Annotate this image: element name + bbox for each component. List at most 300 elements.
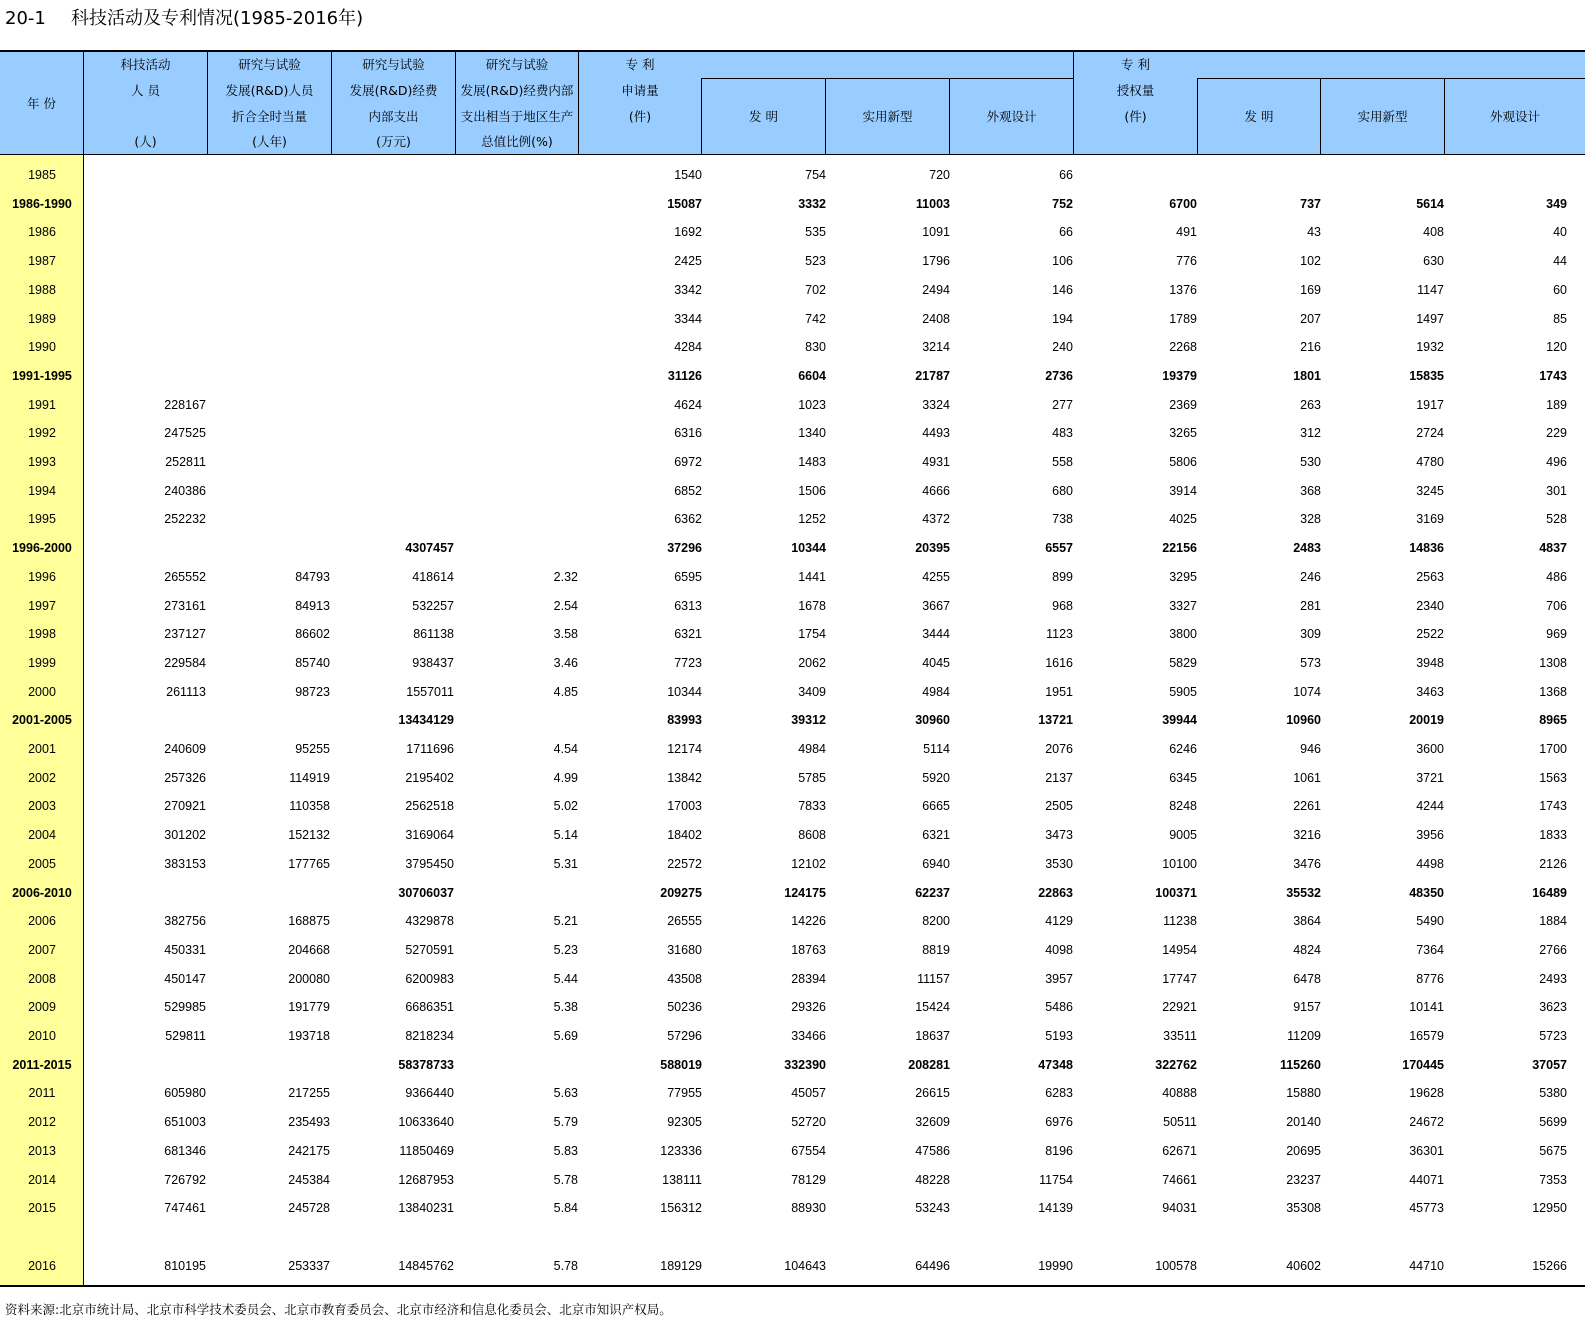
- cell-rd-staff: [208, 184, 330, 213]
- cell-grant-invention: 23237: [1286, 1172, 1321, 1187]
- cell-grant-invention: 530: [1300, 455, 1321, 469]
- cell-year: 2014: [28, 1172, 56, 1187]
- cell-grant-utility: 4244: [1416, 799, 1444, 814]
- cell-grant-design: 5699: [1539, 1115, 1567, 1130]
- table-row: [0, 614, 1585, 643]
- cell-staff: 240609: [164, 742, 206, 756]
- cell-app-design: 194: [1052, 311, 1073, 326]
- table-row: [0, 528, 1585, 557]
- cell-rd-expenditure: [332, 385, 454, 414]
- cell-app-design: 6976: [1045, 1115, 1073, 1130]
- cell-staff: [84, 212, 206, 241]
- cell-rd-expenditure: 3795450: [405, 856, 454, 871]
- cell-app-utility: 208281: [908, 1057, 950, 1072]
- cell-staff: 383153: [164, 856, 206, 871]
- header-grant-utility: 实用新型: [1357, 109, 1408, 124]
- cell-patent-grants: 776: [1176, 254, 1197, 269]
- cell-staff: 247525: [164, 426, 206, 441]
- cell-patent-grants: 3265: [1169, 426, 1197, 441]
- cell-grant-design: 60: [1553, 282, 1567, 297]
- cell-rd-expenditure: 861138: [413, 627, 454, 642]
- table-row: [0, 1246, 1585, 1275]
- cell-grant-design: 8965: [1539, 713, 1567, 728]
- cell-rd-ratio: 2.32: [553, 569, 578, 584]
- cell-app-design: 47348: [1038, 1057, 1073, 1072]
- cell-app-invention: 742: [805, 311, 826, 326]
- header-year: 年 份: [27, 96, 56, 111]
- cell-grant-utility: [1322, 155, 1444, 184]
- cell-app-utility: 64496: [915, 1258, 950, 1273]
- cell-app-utility: 1091: [922, 225, 950, 240]
- table-row: [0, 844, 1585, 873]
- cell-patent-grants: 491: [1176, 225, 1197, 240]
- cell-app-utility: 4931: [922, 455, 950, 469]
- cell-rd-ratio: 5.44: [553, 971, 578, 986]
- table-row: [0, 1160, 1585, 1189]
- cell-grant-utility: 3245: [1416, 483, 1444, 498]
- cell-rd-ratio: [456, 155, 578, 184]
- cell-patent-grants: 22156: [1162, 541, 1197, 556]
- cell-staff: 265552: [164, 569, 206, 584]
- cell-rd-ratio: 4.85: [553, 684, 578, 699]
- cell-rd-staff: [208, 413, 330, 442]
- cell-app-utility: 720: [929, 168, 950, 182]
- cell-grant-utility: 630: [1423, 254, 1444, 269]
- table-row: [0, 643, 1585, 672]
- cell-app-invention: 2062: [798, 655, 826, 670]
- cell-staff: 450147: [164, 971, 206, 986]
- cell-app-invention: 1441: [798, 569, 826, 584]
- cell-rd-staff: 152132: [288, 828, 330, 843]
- cell-staff: [84, 241, 206, 270]
- cell-grant-design: 496: [1546, 455, 1567, 469]
- cell-year: 1992: [28, 426, 56, 441]
- cell-patent-grants: 322762: [1155, 1057, 1197, 1072]
- cell-rd-ratio: [456, 241, 578, 270]
- cell-rd-ratio: [456, 356, 578, 385]
- cell-grant-design: 44: [1553, 254, 1567, 269]
- cell-staff: [84, 1045, 206, 1074]
- cell-app-design: 558: [1052, 455, 1073, 469]
- cell-app-design: 3957: [1045, 971, 1073, 986]
- cell-grant-design: 1308: [1539, 655, 1567, 670]
- cell-patent-applications: 37296: [667, 541, 702, 556]
- cell-patent-grants: 19379: [1162, 368, 1197, 383]
- cell-app-design: 4098: [1045, 942, 1073, 957]
- cell-app-design: 2736: [1045, 368, 1073, 383]
- cell-grant-invention: 2483: [1293, 541, 1321, 556]
- cell-app-design: 738: [1052, 512, 1073, 527]
- cell-rd-expenditure: [332, 241, 454, 270]
- cell-staff: [84, 873, 206, 902]
- cell-app-invention: 1506: [798, 483, 826, 498]
- cell-patent-grants: 62671: [1162, 1143, 1197, 1158]
- table-row: [0, 729, 1585, 758]
- cell-staff: [84, 184, 206, 213]
- cell-grant-design: 969: [1546, 627, 1567, 642]
- cell-rd-staff: 168875: [288, 914, 330, 929]
- cell-rd-expenditure: 938437: [412, 655, 454, 670]
- header-app-invention: 发 明: [749, 109, 778, 124]
- cell-year: 1991-1995: [12, 368, 72, 383]
- cell-year: 1998: [28, 627, 56, 642]
- cell-grant-utility: 44071: [1409, 1172, 1444, 1187]
- cell-year: 1986-1990: [12, 196, 72, 211]
- cell-rd-ratio: 4.54: [553, 742, 578, 756]
- cell-year: 2002: [28, 770, 56, 785]
- cell-rd-expenditure: [332, 442, 454, 471]
- table-row: [0, 959, 1585, 988]
- table-row: [0, 672, 1585, 701]
- cell-patent-grants: 22921: [1162, 1000, 1197, 1015]
- cell-staff: 382756: [164, 914, 206, 929]
- cell-grant-invention: 1061: [1293, 770, 1321, 785]
- cell-grant-invention: 2261: [1293, 799, 1321, 814]
- cell-grant-design: 706: [1546, 598, 1567, 613]
- cell-grant-utility: 10141: [1409, 1000, 1444, 1015]
- cell-app-utility: 4045: [922, 655, 950, 670]
- cell-grant-utility: 3600: [1416, 742, 1444, 756]
- cell-grant-utility: 1932: [1416, 340, 1444, 355]
- cell-year: 1996: [28, 569, 56, 584]
- table-row: [0, 1102, 1585, 1131]
- cell-app-invention: 1023: [798, 397, 826, 412]
- cell-grant-utility: 15835: [1409, 368, 1444, 383]
- cell-rd-ratio: 5.78: [553, 1258, 578, 1273]
- cell-grant-invention: 43: [1307, 225, 1321, 240]
- cell-app-invention: 523: [805, 254, 826, 269]
- cell-year: 1989: [28, 311, 56, 326]
- cell-year: 2009: [28, 1000, 56, 1015]
- cell-grant-invention: 9157: [1293, 1000, 1321, 1015]
- cell-grant-invention: 737: [1300, 196, 1321, 211]
- cell-grant-utility: 36301: [1409, 1143, 1444, 1158]
- cell-app-design: 8196: [1045, 1143, 1073, 1158]
- cell-grant-utility: 19628: [1409, 1086, 1444, 1101]
- cell-staff: 301202: [164, 828, 206, 843]
- cell-grant-design: 486: [1546, 569, 1567, 584]
- cell-app-design: 1616: [1045, 655, 1073, 670]
- cell-grant-invention: 216: [1300, 340, 1321, 355]
- cell-staff: 270921: [164, 799, 206, 814]
- table-row: [0, 356, 1585, 385]
- cell-app-invention: 29326: [791, 1000, 826, 1015]
- cell-rd-staff: 98723: [295, 684, 330, 699]
- cell-app-invention: 1678: [798, 598, 826, 613]
- cell-grant-invention: 1801: [1293, 368, 1321, 383]
- cell-grant-utility: 8776: [1416, 971, 1444, 986]
- cell-rd-staff: 191779: [288, 1000, 330, 1015]
- cell-staff: 228167: [164, 397, 206, 412]
- cell-app-invention: 67554: [791, 1143, 826, 1158]
- cell-patent-grants: 4025: [1169, 512, 1197, 527]
- cell-patent-applications: 4284: [674, 340, 702, 355]
- cell-grant-design: 16489: [1532, 885, 1567, 900]
- cell-grant-utility: 20019: [1409, 713, 1444, 728]
- cell-patent-applications: 92305: [667, 1115, 702, 1130]
- cell-rd-expenditure: 532257: [412, 598, 454, 613]
- cell-staff: 810195: [164, 1258, 206, 1273]
- cell-app-design: 2076: [1045, 742, 1073, 756]
- cell-rd-staff: [208, 327, 330, 356]
- cell-grant-utility: 170445: [1402, 1057, 1444, 1072]
- cell-rd-ratio: [456, 1045, 578, 1074]
- cell-grant-utility: 408: [1423, 225, 1444, 240]
- cell-patent-grants: 10100: [1162, 856, 1197, 871]
- cell-app-utility: 6940: [922, 856, 950, 871]
- cell-app-utility: 5920: [922, 770, 950, 785]
- cell-patent-applications: 6316: [674, 426, 702, 441]
- cell-app-utility: 15424: [915, 1000, 950, 1015]
- cell-patent-applications: 588019: [660, 1057, 702, 1072]
- cell-grant-utility: 3956: [1416, 828, 1444, 843]
- cell-patent-grants: 6700: [1169, 196, 1197, 211]
- cell-staff: 529811: [165, 1029, 206, 1043]
- header-app-design: 外观设计: [986, 109, 1037, 124]
- cell-app-invention: 10344: [791, 541, 826, 556]
- cell-rd-ratio: 5.83: [553, 1143, 578, 1158]
- table-row: [0, 873, 1585, 902]
- table-row: [0, 557, 1585, 586]
- cell-year: 1988: [28, 282, 56, 297]
- cell-staff: [84, 700, 206, 729]
- cell-year: 2015: [28, 1201, 56, 1216]
- cell-rd-ratio: [456, 299, 578, 328]
- cell-year: 2003: [28, 799, 56, 814]
- cell-rd-expenditure: 418614: [412, 569, 454, 584]
- cell-app-design: 11754: [1039, 1172, 1073, 1187]
- cell-grant-design: 528: [1546, 512, 1567, 527]
- table-title-text: 科技活动及专利情况(1985-2016年): [71, 8, 364, 29]
- cell-year: 1999: [28, 655, 56, 670]
- cell-grant-invention: 312: [1300, 426, 1321, 441]
- cell-app-invention: 1252: [798, 512, 826, 527]
- cell-app-utility: 5114: [923, 742, 950, 756]
- cell-grant-utility: 1917: [1416, 397, 1444, 412]
- cell-app-utility: 3667: [922, 598, 950, 613]
- cell-rd-staff: [208, 241, 330, 270]
- cell-rd-ratio: [456, 471, 578, 500]
- cell-grant-utility: 2563: [1416, 569, 1444, 584]
- table-row: [0, 327, 1585, 356]
- cell-rd-ratio: [456, 442, 578, 471]
- table-row: [0, 270, 1585, 299]
- cell-patent-grants: 40888: [1162, 1086, 1197, 1101]
- cell-grant-design: 1743: [1539, 368, 1567, 383]
- cell-staff: 229584: [164, 655, 206, 670]
- cell-grant-design: 1700: [1539, 742, 1567, 756]
- cell-grant-utility: 4780: [1416, 455, 1444, 469]
- cell-rd-staff: [208, 212, 330, 241]
- cell-patent-applications: 77955: [667, 1086, 702, 1101]
- cell-year: 2000: [28, 684, 56, 699]
- cell-staff: 605980: [164, 1086, 206, 1101]
- cell-rd-expenditure: [332, 499, 454, 528]
- cell-rd-staff: [208, 356, 330, 385]
- table-row: [0, 212, 1585, 241]
- header-grant-design: 外观设计: [1489, 109, 1540, 124]
- cell-year: 2012: [28, 1115, 56, 1130]
- cell-grant-utility: 16579: [1409, 1029, 1444, 1043]
- cell-rd-expenditure: 14845762: [398, 1258, 454, 1273]
- cell-patent-applications: 6362: [674, 512, 702, 527]
- cell-rd-expenditure: [332, 299, 454, 328]
- cell-app-design: 3530: [1045, 856, 1073, 871]
- cell-app-utility: 32609: [915, 1115, 950, 1130]
- cell-staff: 726792: [164, 1172, 206, 1187]
- cell-patent-grants: 5829: [1169, 655, 1197, 670]
- cell-grant-invention: 263: [1300, 397, 1321, 412]
- cell-staff: 747461: [164, 1201, 206, 1216]
- cell-app-invention: 535: [805, 225, 826, 240]
- cell-app-design: 66: [1059, 168, 1073, 182]
- cell-patent-grants: 6246: [1169, 742, 1197, 756]
- cell-grant-invention: 35532: [1286, 885, 1321, 900]
- cell-patent-applications: 209275: [660, 885, 702, 900]
- cell-grant-design: 4837: [1539, 541, 1567, 556]
- cell-patent-grants: 11238: [1163, 914, 1197, 929]
- cell-rd-expenditure: 6686351: [405, 1000, 454, 1015]
- cell-app-utility: 47586: [915, 1143, 950, 1158]
- cell-grant-invention: 1074: [1293, 684, 1321, 699]
- cell-app-utility: 8200: [922, 914, 950, 929]
- cell-rd-ratio: 3.46: [553, 655, 578, 670]
- cell-staff: [84, 155, 206, 184]
- cell-app-invention: 754: [805, 168, 826, 182]
- cell-grant-invention: 328: [1300, 512, 1321, 527]
- cell-rd-staff: 110358: [289, 799, 330, 814]
- cell-app-design: 4129: [1045, 914, 1073, 929]
- cell-patent-grants: 1789: [1169, 311, 1197, 326]
- cell-grant-utility: 3721: [1416, 770, 1444, 785]
- cell-year: 1995: [28, 512, 56, 527]
- cell-app-invention: 3409: [798, 684, 826, 699]
- cell-patent-grants: 100578: [1155, 1258, 1197, 1273]
- cell-staff: 252232: [164, 512, 206, 527]
- cell-rd-expenditure: 6200983: [405, 971, 454, 986]
- cell-rd-staff: 84793: [295, 569, 330, 584]
- cell-year: 1994: [28, 483, 56, 498]
- cell-rd-ratio: [456, 184, 578, 213]
- cell-app-design: 752: [1052, 196, 1073, 211]
- cell-patent-applications: 83993: [667, 713, 702, 728]
- cell-patent-grants: 6345: [1169, 770, 1197, 785]
- cell-grant-invention: 3216: [1293, 828, 1321, 843]
- cell-rd-expenditure: 10633640: [398, 1115, 454, 1130]
- cell-grant-design: 229: [1546, 426, 1567, 441]
- cell-grant-design: 2493: [1539, 971, 1567, 986]
- table-bottom-rule: [0, 1285, 1585, 1287]
- cell-grant-design: 40: [1553, 225, 1567, 240]
- cell-app-utility: 1796: [922, 254, 950, 269]
- cell-app-invention: 8608: [798, 828, 826, 843]
- cell-rd-staff: [208, 873, 330, 902]
- cell-patent-applications: 3342: [674, 282, 702, 297]
- cell-rd-expenditure: 2562518: [405, 799, 454, 814]
- cell-rd-staff: [208, 528, 330, 557]
- cell-app-invention: 1483: [798, 455, 826, 469]
- cell-grant-invention: 3864: [1293, 914, 1321, 929]
- cell-grant-utility: 4498: [1416, 856, 1444, 871]
- cell-rd-staff: [208, 1045, 330, 1074]
- cell-patent-grants: 74661: [1162, 1172, 1197, 1187]
- cell-rd-ratio: 5.79: [553, 1115, 578, 1130]
- cell-grant-invention: 20695: [1286, 1143, 1321, 1158]
- cell-year: 2011-2015: [12, 1057, 72, 1072]
- cell-app-design: 240: [1052, 340, 1073, 355]
- cell-rd-expenditure: 3169064: [405, 828, 454, 843]
- cell-rd-expenditure: 1711696: [406, 742, 454, 756]
- cell-app-utility: 4666: [922, 483, 950, 498]
- cell-patent-applications: 3344: [674, 311, 702, 326]
- cell-grant-design: 85: [1553, 311, 1567, 326]
- cell-patent-applications: 1692: [674, 225, 702, 240]
- cell-rd-ratio: [456, 327, 578, 356]
- cell-app-utility: 26615: [915, 1086, 950, 1101]
- cell-grant-invention: 3476: [1293, 856, 1321, 871]
- cell-rd-ratio: [456, 873, 578, 902]
- cell-grant-invention: [1198, 155, 1321, 184]
- cell-app-design: 6557: [1045, 541, 1073, 556]
- cell-patent-grants: 17747: [1162, 971, 1197, 986]
- cell-rd-expenditure: 12687953: [398, 1172, 454, 1187]
- cell-staff: [84, 528, 206, 557]
- cell-rd-expenditure: 8218234: [405, 1029, 454, 1043]
- cell-rd-ratio: 5.14: [553, 828, 578, 843]
- cell-rd-ratio: 4.99: [553, 770, 578, 785]
- cell-rd-expenditure: 13434129: [398, 713, 454, 728]
- cell-patent-applications: 6321: [674, 627, 702, 642]
- cell-grant-utility: 48350: [1409, 885, 1444, 900]
- cell-rd-ratio: 3.58: [553, 627, 578, 642]
- cell-app-utility: 20395: [915, 541, 950, 556]
- cell-rd-staff: [208, 155, 330, 184]
- cell-patent-grants: 3295: [1169, 569, 1197, 584]
- cell-patent-applications: 189129: [660, 1258, 702, 1273]
- cell-rd-ratio: 2.54: [553, 598, 578, 613]
- table-row: [0, 700, 1585, 729]
- table-row: [0, 155, 1585, 184]
- cell-patent-applications: 7723: [674, 655, 702, 670]
- cell-app-invention: 830: [805, 340, 826, 355]
- cell-rd-staff: [208, 270, 330, 299]
- cell-patent-applications: 13842: [667, 770, 702, 785]
- cell-grant-utility: 5490: [1416, 914, 1444, 929]
- cell-rd-staff: [208, 385, 330, 414]
- cell-grant-utility: 2724: [1416, 426, 1444, 441]
- cell-year: 2007: [28, 942, 56, 957]
- cell-year: 1990: [28, 340, 56, 355]
- cell-rd-ratio: 5.21: [553, 914, 578, 929]
- cell-rd-ratio: [456, 700, 578, 729]
- cell-staff: 681346: [164, 1143, 206, 1158]
- cell-rd-staff: 86602: [295, 627, 330, 642]
- table-row: [0, 184, 1585, 213]
- cell-grant-utility: 1497: [1416, 311, 1444, 326]
- cell-rd-expenditure: [332, 356, 454, 385]
- cell-patent-applications: 31126: [667, 368, 702, 383]
- cell-grant-design: 1884: [1539, 914, 1567, 929]
- cell-grant-utility: 14836: [1409, 541, 1444, 556]
- cell-app-design: 483: [1052, 426, 1073, 441]
- cell-patent-applications: 156312: [660, 1201, 702, 1216]
- cell-staff: 261113: [166, 684, 206, 699]
- cell-patent-grants: [1074, 155, 1197, 184]
- cell-app-utility: 3444: [922, 627, 950, 642]
- cell-app-invention: 14226: [791, 914, 826, 929]
- cell-app-design: 680: [1052, 483, 1073, 498]
- cell-app-utility: 6321: [922, 828, 950, 843]
